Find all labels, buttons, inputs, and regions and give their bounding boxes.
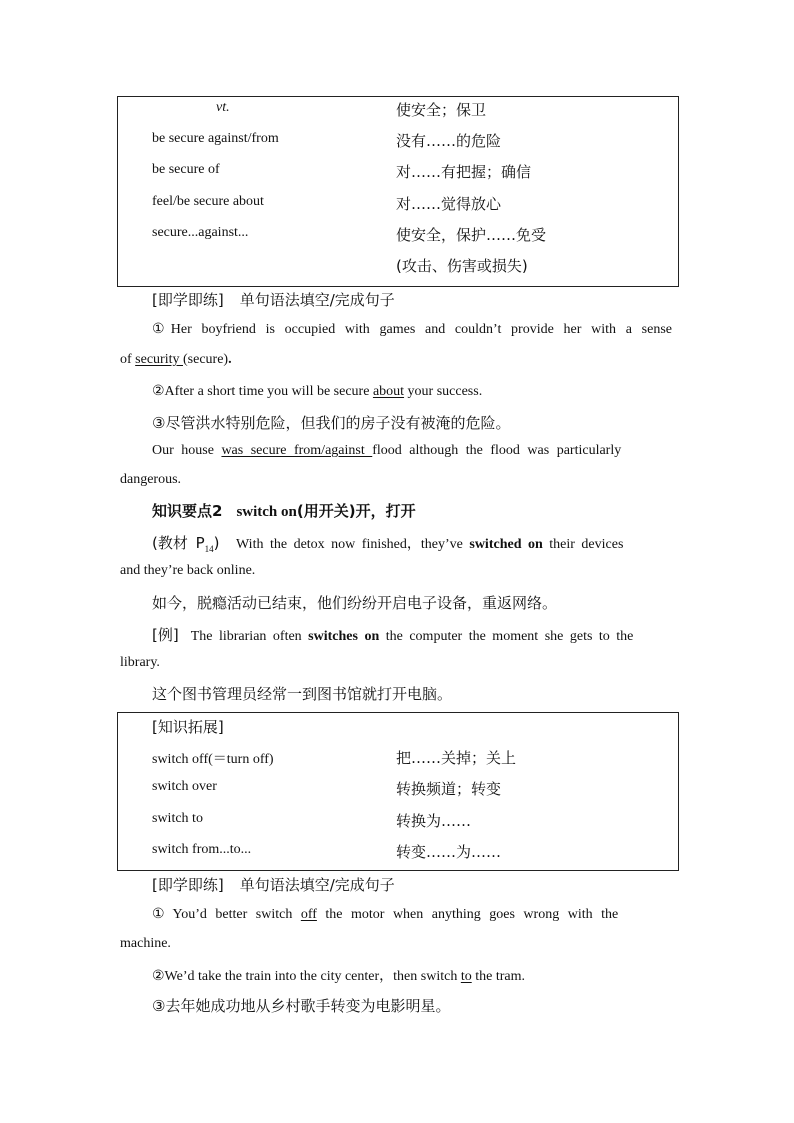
textbook-ref: (教材 P (152, 534, 205, 552)
practice2-q3-cn: ③去年她成功地从乡村歌手转变为电影明星。 (152, 997, 451, 1015)
q3-post-text: flood although the flood was particularly (372, 443, 622, 458)
answer-was-secure: was secure from/against (221, 443, 373, 458)
practice2-q1-line1 (152, 906, 672, 923)
textbook-page: 14 (204, 543, 214, 554)
practice2-q2 (152, 965, 525, 985)
practice1-q2 (152, 383, 482, 400)
box1-row3-left: be secure of (152, 162, 220, 177)
answer-security: security (135, 352, 183, 367)
point2-phrase: switch on (236, 504, 297, 520)
source-bold-phrase: switched on (469, 537, 543, 552)
box2-row1-right: 把……关掉；关上 (396, 749, 517, 767)
q2-post-text: your success. (404, 384, 483, 399)
practice2-heading (152, 874, 395, 895)
practice2-tag: [即学即练] (152, 876, 224, 894)
q1-post-text: (secure) (183, 352, 229, 367)
example-part2: the computer the moment she gets to the (379, 629, 634, 644)
point2-example-line2: library. (120, 655, 160, 670)
point2-label: 知识要点2 (152, 502, 223, 520)
point2-example-line1 (152, 624, 633, 645)
box2-row3-left: switch to (152, 811, 203, 826)
practice1-q3-cn: ③尽管洪水特别危险，但我们的房子没有被淹的危险。 (152, 414, 511, 432)
practice1-heading (152, 289, 395, 310)
box1-row2-right: 没有……的危险 (396, 132, 502, 150)
box2-row4-right: 转变……为…… (396, 843, 502, 861)
point2-heading (152, 500, 416, 521)
p2-q2-pre-text: ②We’d take the train into the city center，then switch (152, 969, 461, 984)
practice2-q1-line2: machine. (120, 936, 171, 951)
box1-row4-left: feel/be secure about (152, 194, 264, 209)
answer-to: to (460, 969, 472, 984)
box2-row1-left: switch off(＝turn off) (152, 752, 274, 767)
example-bold-phrase: switches on (308, 629, 380, 644)
box2-row2-left: switch over (152, 779, 217, 794)
p2-q1-pre-text: ① You’d better switch (152, 907, 301, 922)
point2-example-cn: 这个图书管理员经常一到图书馆就打开电脑。 (152, 685, 453, 703)
practice1-heading-text: 单句语法填空/完成句子 (239, 291, 395, 309)
practice1-q3-line1 (152, 443, 672, 459)
point2-meaning: (用开关)开，打开 (296, 502, 416, 520)
q2-pre-text: ②After a short time you will be secure (152, 384, 373, 399)
p2-q1-post-text: the motor when anything goes wrong with the (316, 907, 619, 922)
practice2-heading-text: 单句语法填空/完成句子 (239, 876, 395, 894)
point2-source-cn: 如今，脱瘾活动已结束，他们纷纷开启电子设备，重返网络。 (152, 594, 558, 612)
practice1-q1-line2 (120, 352, 232, 368)
box1-row6-right: (攻击、伤害或损失) (396, 257, 528, 275)
source-part1: With the detox now finished，they’ve (236, 537, 470, 552)
practice1-q1-line1: ①Her boyfriend is occupied with games and couldn’t provide her with a sense (152, 322, 672, 337)
box1-row2-left: be secure against/from (152, 131, 279, 146)
box1-row1-right: 使安全；保卫 (396, 101, 487, 119)
box2-title: [知识拓展] (152, 718, 224, 736)
example-tag: [例] (152, 626, 179, 644)
p2-q2-post-text: the tram. (471, 969, 525, 984)
source-part2: their devices (542, 537, 624, 552)
q1-pre-text: of (120, 352, 136, 367)
box1-row4-right: 对……觉得放心 (396, 195, 502, 213)
point2-source-line2: and they’re back online. (120, 563, 256, 578)
box2-row4-left: switch from...to... (152, 842, 252, 857)
box1-row1-left: vt. (216, 100, 230, 115)
answer-about: about (372, 384, 405, 399)
point2-source-line1 (152, 532, 672, 554)
q3-pre-text: Our house (152, 443, 222, 458)
practice1-q3-line2: dangerous. (120, 472, 182, 487)
box1-row5-right: 使安全，保护……免受 (396, 226, 547, 244)
practice1-tag: [即学即练] (152, 291, 224, 309)
textbook-ref-close: ) (213, 534, 220, 552)
q1-period: . (228, 352, 232, 367)
box1-row5-left: secure...against... (152, 225, 249, 240)
example-part1: The librarian often (190, 629, 309, 644)
box2-row3-right: 转换为…… (396, 812, 472, 830)
box1-row3-right: 对……有把握；确信 (396, 163, 532, 181)
box2-row2-right: 转换频道；转变 (396, 780, 502, 798)
answer-off: off (300, 907, 317, 922)
